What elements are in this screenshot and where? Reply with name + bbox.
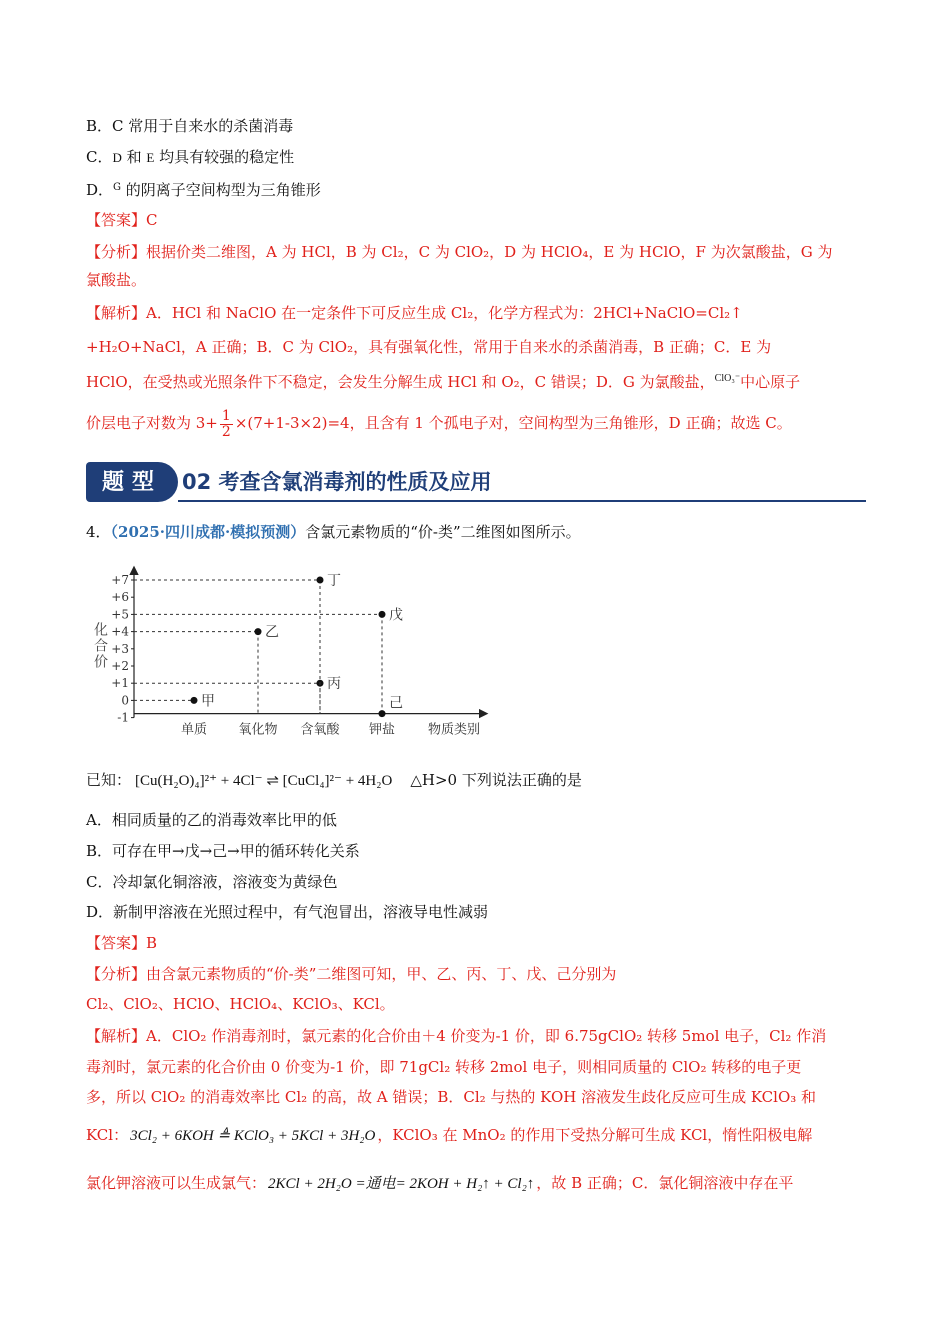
question-source: （2025·四川成都·模拟预测） <box>110 523 306 541</box>
q4-option-b: B．可存在甲→戊→己→甲的循环转化关系 <box>86 842 360 860</box>
x-category-label: 单质 <box>180 722 208 738</box>
solution-line-3 <box>86 368 866 393</box>
q4-solution-line-5-post: ，故 B 正确；C．氯化铜溶液中存在平 <box>536 1174 794 1192</box>
answer-value: C <box>146 211 158 229</box>
q4-solution-line-4 <box>86 1124 866 1147</box>
kcl-reaction-equation: 3Cl₂ + 6KOH ≜ KClO₃ + 5KCl + 3H₂O <box>130 1128 376 1144</box>
data-point <box>191 697 198 704</box>
solution-line-4-pre: 价层电子对数为 3+ <box>86 414 218 432</box>
valence-class-chart <box>86 562 506 746</box>
question-stem: 含氯元素物质的“价-类”二维图如图所示。 <box>305 523 581 541</box>
q4-option-d: D．新制甲溶液在光照过程中，有气泡冒出，溶液导电性减弱 <box>86 903 489 921</box>
q4-solution-line-5-pre: 氯化钾溶液可以生成氯气： <box>86 1174 267 1192</box>
question-number: 4． <box>86 523 111 541</box>
section-rule <box>178 500 866 502</box>
q4-analysis-text: 由含氯元素物质的“价-类”二维图可知，甲、乙、丙、丁、戊、己分别为 <box>146 965 617 983</box>
analysis-tag: 【分析】 <box>86 243 147 261</box>
section-badge: 题型 <box>86 462 178 502</box>
data-point-label: 甲 <box>201 693 215 710</box>
analysis-line-2: 氯酸盐。 <box>86 271 147 289</box>
q4-answer-line <box>86 932 866 954</box>
q4-analysis-line-1 <box>86 963 866 985</box>
answer-tag: 【答案】 <box>86 211 147 229</box>
electrolysis-equation: 2KCl + 2H₂O =通电= 2KOH + H₂↑ + Cl₂↑ <box>268 1176 535 1192</box>
q4-option-a: A．相同质量的乙的消毒效率比甲的低 <box>86 811 337 829</box>
q4-answer-tag: 【答案】 <box>86 934 147 952</box>
section-title: 02 考查含氯消毒剂的性质及应用 <box>182 470 492 494</box>
y-tick-label: +7 <box>111 573 129 587</box>
q4-analysis-tag: 【分析】 <box>86 965 147 983</box>
q4-solution-tag: 【解析】 <box>86 1027 147 1045</box>
data-point-label: 丁 <box>327 573 341 589</box>
data-point-label: 乙 <box>265 624 279 641</box>
q4-solution-text: A．ClO₂ 作消毒剂时，氯元素的化合价由＋4 价变为-1 价，即 6.75gClO₂ 转移 5mol 电子，Cl₂ 作消 <box>146 1027 827 1045</box>
q4-solution-line-2: 毒剂时，氯元素的化合价由 0 价变为-1 价，即 71gCl₂ 转移 2mol 电子，则相同质量的 ClO₂ 转移的电子更 <box>86 1058 802 1076</box>
option-d-prefix: D． <box>86 181 114 199</box>
q4-solution-line-4-pre: KCl： <box>86 1126 129 1144</box>
data-point-label: 己 <box>389 695 403 712</box>
question-4-stem <box>86 521 866 543</box>
y-tick-label: +5 <box>111 607 129 622</box>
analysis-line-1 <box>86 241 866 263</box>
option-d <box>86 177 866 201</box>
solution-tag: 【解析】 <box>86 304 147 322</box>
one-half-fraction <box>220 409 233 440</box>
q4-solution-line-3: 多，所以 ClO₂ 的消毒效率比 Cl₂ 的高，故 A 错误；B．Cl₂ 与热的 KOH 溶液发生歧化反应可生成 KClO₃ 和 <box>86 1088 817 1106</box>
solution-line-3-pre: HClO，在受热或光照条件下不稳定，会发生分解生成 HCl 和 O₂，C 错误；D．G 为氯酸盐， <box>86 373 715 391</box>
solution-line-2: +H₂O+NaCl，A 正确；B．C 为 ClO₂，具有强氧化性，常用于自来水的杀菌消毒，B 正确；C．E 为 <box>86 338 772 356</box>
data-point <box>379 710 386 717</box>
solution-line-4 <box>86 405 866 441</box>
q4-solution-line-4-post: ，KClO₃ 在 MnO₂ 的作用下受热分解可生成 KCl，惰性阳极电解 <box>377 1126 813 1144</box>
known-line <box>86 767 866 794</box>
solution-line-4-mid: ×(7+1-3×2) <box>234 414 328 432</box>
y-tick-label: +2 <box>111 659 129 673</box>
section-banner <box>86 458 866 504</box>
answer-line <box>86 209 866 231</box>
x-category-label: 含氧酸 <box>300 722 340 738</box>
q4-analysis-line-2: Cl₂、ClO₂、HClO、HClO₄、KClO₃、KCl。 <box>86 995 395 1013</box>
x-category-label: 钾盐 <box>368 722 396 738</box>
chlorate-ion: ClO₃⁻ <box>714 373 741 384</box>
q4-solution-line-1 <box>86 1025 866 1047</box>
data-point <box>255 628 262 635</box>
y-tick-label: 0 <box>121 693 129 708</box>
option-c-e: E <box>146 150 155 165</box>
data-point <box>317 577 324 584</box>
x-category-label: 氧化物 <box>238 722 278 738</box>
option-b: B．C 常用于自来水的杀菌消毒 <box>86 117 294 135</box>
y-tick-label: +1 <box>111 676 129 691</box>
data-point-label: 丙 <box>327 676 341 693</box>
q4-option-c: C．冷却氯化铜溶液，溶液变为黄绿色 <box>86 873 338 891</box>
solution-line-3-post: 中心原子 <box>740 373 801 391</box>
x-axis-label: 物质类别 <box>427 722 481 738</box>
y-tick-label: +6 <box>111 590 129 605</box>
y-tick-label: +3 <box>111 641 129 656</box>
option-c <box>86 146 866 169</box>
y-axis-label: 化合价 <box>92 622 108 670</box>
option-c-mid: 和 <box>121 148 147 166</box>
data-point-label: 戊 <box>389 607 403 624</box>
option-c-d: D <box>112 150 122 165</box>
option-c-prefix: C． <box>86 148 113 166</box>
solution-line-1 <box>86 302 866 324</box>
solution-text: A．HCl 和 NaClO 在一定条件下可反应生成 Cl₂，化学方程式为：2HCl+NaClO=Cl₂↑ <box>146 304 743 322</box>
q4-solution-line-5 <box>86 1172 866 1195</box>
option-d-post: 的阴离子空间构型为三角锥形 <box>121 181 321 199</box>
analysis-text: 根据价类二维图，A 为 HCl，B 为 Cl₂，C 为 ClO₂，D 为 HClO₄，E 为 HClO，F 为次氯酸盐，G 为 <box>146 243 833 261</box>
known-prefix: 已知： <box>86 771 132 789</box>
y-tick-label: -1 <box>117 710 129 725</box>
fraction-denominator: 2 <box>221 423 231 440</box>
fraction-numerator: 1 <box>221 407 231 424</box>
known-post: △H>0 下列说法正确的是 <box>410 771 582 789</box>
y-tick-label: +4 <box>111 624 129 639</box>
option-d-g: G <box>113 182 122 193</box>
q4-answer-value: B <box>146 934 158 952</box>
known-equation: [Cu(H₂O)₄]²⁺ + 4Cl⁻ ⇌ [CuCl₄]²⁻ + 4H₂O <box>135 773 393 789</box>
solution-line-4-post: =4，且含有 1 个孤电子对，空间构型为三角锥形，D 正确；故选 C。 <box>327 414 792 432</box>
data-point <box>379 611 386 618</box>
option-c-post: 均具有较强的稳定性 <box>154 148 295 166</box>
